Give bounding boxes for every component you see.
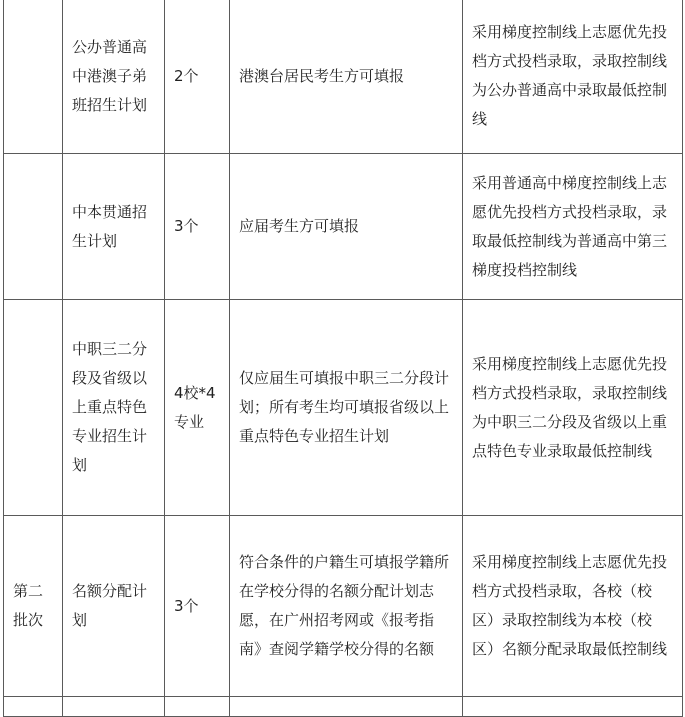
rule-cell: 采用普通高中梯度控制线上志愿优先投档方式投档录取，录取最低控制线为普通高中第三梯度投档控制线 bbox=[463, 154, 683, 300]
table-row bbox=[4, 300, 683, 516]
table-row bbox=[4, 0, 683, 154]
empty-cell bbox=[230, 697, 463, 717]
table-row bbox=[4, 516, 683, 697]
condition-cell: 仅应届生可填报中职三二分段计划；所有考生均可填报省级以上重点特色专业招生计划 bbox=[230, 300, 463, 516]
condition-cell: 应届考生方可填报 bbox=[230, 154, 463, 300]
batch-cell bbox=[4, 0, 63, 154]
admissions-table bbox=[3, 0, 683, 717]
empty-cell bbox=[463, 697, 683, 717]
table-row-partial bbox=[4, 697, 683, 717]
condition-cell: 符合条件的户籍生可填报学籍所在学校分得的名额分配计划志愿，在广州招考网或《报考指南》查阅学籍学校分得的名额 bbox=[230, 516, 463, 697]
empty-cell bbox=[165, 697, 230, 717]
rule-cell: 采用梯度控制线上志愿优先投档方式投档录取，各校（校区）录取控制线为本校（校区）名额分配录取最低控制线 bbox=[463, 516, 683, 697]
plan-cell: 中本贯通招生计划 bbox=[63, 154, 165, 300]
count-cell: 2个 bbox=[165, 0, 230, 154]
count-cell: 4校*4专业 bbox=[165, 300, 230, 516]
condition-cell: 港澳台居民考生方可填报 bbox=[230, 0, 463, 154]
batch-cell: 第二批次 bbox=[4, 516, 63, 697]
empty-cell bbox=[4, 697, 63, 717]
plan-cell: 公办普通高中港澳子弟班招生计划 bbox=[63, 0, 165, 154]
count-cell: 3个 bbox=[165, 516, 230, 697]
rule-cell: 采用梯度控制线上志愿优先投档方式投档录取，录取控制线为公办普通高中录取最低控制线 bbox=[463, 0, 683, 154]
rule-cell: 采用梯度控制线上志愿优先投档方式投档录取，录取控制线为中职三二分段及省级以上重点特色专业录取最低控制线 bbox=[463, 300, 683, 516]
table-row bbox=[4, 154, 683, 300]
plan-cell: 名额分配计划 bbox=[63, 516, 165, 697]
plan-cell: 中职三二分段及省级以上重点特色专业招生计划 bbox=[63, 300, 165, 516]
batch-cell bbox=[4, 300, 63, 516]
batch-cell bbox=[4, 154, 63, 300]
count-cell: 3个 bbox=[165, 154, 230, 300]
empty-cell bbox=[63, 697, 165, 717]
